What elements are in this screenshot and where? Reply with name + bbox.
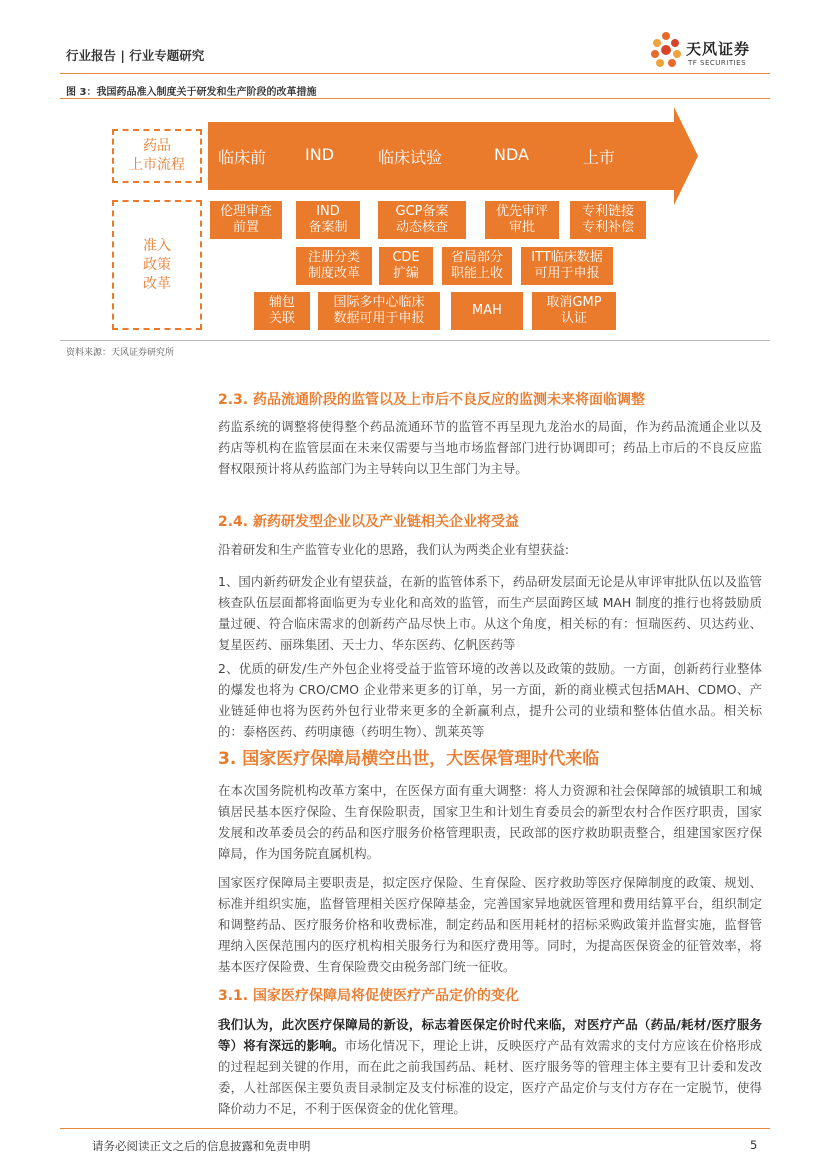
logo-name: 天风证券	[686, 40, 751, 58]
section-3-1-key-point: 我们认为，此次医疗保障局的新设，标志着医保定价时代来临，对医疗产品（药品/耗材/医疗服务等）将有深远的影响。	[218, 1017, 762, 1053]
section-3-1-title: 3.1. 国家医疗保障局将促使医疗产品定价的变化	[218, 988, 519, 1004]
row-label-flow: 药品 上市流程	[112, 129, 202, 183]
reform-registration-class: 注册分类 制度改革	[296, 247, 372, 285]
stage-nda: NDA	[494, 145, 529, 164]
stage-market: 上市	[583, 148, 616, 167]
section-2-4-point-1: 1、国内新药研发企业有望获益，在新的监管体系下，药品研发层面无论是从审评审批队伍以及监管核查队伍层面都将面临更为专业化和高效的监管，而生产层面跨区域 MAH 制度的推行也将鼓励质量过硬、符合临床需求的创新药产品尽快上市。从这个角度，相关标的有：恒瑞医药、贝达药业、复星医药、丽珠集团、天士力、华东医药、亿帆医药等	[218, 574, 762, 652]
reform-mrct-data: 国际多中心临床 数据可用于申报	[318, 292, 440, 330]
footer-disclaimer: 请务必阅读正文之后的信息披露和免责申明	[92, 1139, 311, 1153]
reform-ethics-review: 伦理审查 前置	[210, 201, 282, 239]
figure-source: 资料来源：天风证券研究所	[66, 348, 175, 358]
reform-patent-linkage: 专利链接 专利补偿	[570, 201, 646, 239]
section-2-3-paragraph: 药监系统的调整将使得整个药品流通环节的监管不再呈现九龙治水的局面，作为药品流通企业以及药店等机构在监管层面在未来仅需要与当地市场监督部门进行协调即可；药品上市后的不良反应监督权限预计将从药监部门为主导转向以卫生部门为主导。	[218, 419, 762, 476]
row-label-policy: 准入 政策 改革	[112, 200, 202, 330]
section-3-paragraph-1: 在本次国务院机构改革方案中，在医保方面有重大调整：将人力资源和社会保障部的城镇职工和城镇居民基本医疗保险、生育保险职责，国家卫生和计划生育委员会的新型农村合作医疗职责，国家发展和改革委员会的药品和医疗服务价格管理职责，民政部的医疗救助职责整合，组建国家医疗保障局，作为国务院直属机构。	[218, 783, 762, 861]
caption-rule	[60, 98, 770, 99]
reform-cancel-gmp: 取消GMP 认证	[532, 292, 616, 330]
logo-subtitle: TF SECURITIES	[688, 59, 747, 67]
section-2-4-point-2: 2、优质的研发/生产外包企业将受益于监管环境的改善以及政策的鼓励。一方面，创新药行业整体的爆发也将为 CRO/CMO 企业带来更多的订单，另一方面，新的商业模式包括MAH、CDMO、产业链延伸也将为医药外包行业带来更多的全新赢利点，提升公司的业绩和整体估值水品。相关标的：泰格医药、药明康德（药明生物）、凯莱英等	[218, 661, 762, 739]
reform-priority-review: 优先审评 审批	[485, 201, 559, 239]
page-number: 5	[750, 1138, 758, 1152]
reform-mah: MAH	[451, 292, 523, 330]
logo-icon	[648, 30, 684, 74]
reform-iit-data: ITT临床数据 可用于申报	[521, 247, 613, 285]
reform-cde-expansion: CDE 扩编	[379, 247, 433, 285]
reform-excipient-linkage: 辅包 关联	[254, 292, 310, 330]
reform-gcp-filing: GCP备案 动态核查	[378, 201, 466, 239]
header-rule	[60, 73, 770, 74]
section-2-4-intro: 沿着研发和生产监管专业化的思路，我们认为两类企业有望获益:	[218, 542, 570, 557]
stage-clinical-trial: 临床试验	[378, 148, 443, 167]
section-2-4-title: 2.4. 新药研发型企业以及产业链相关企业将受益	[218, 514, 519, 530]
reform-provincial-functions: 省局部分 职能上收	[442, 247, 512, 285]
section-3-1-paragraph	[218, 1014, 762, 1119]
figure-caption: 图 3：我国药品准入制度关于研发和生产阶段的改革措施	[66, 87, 317, 98]
report-category: 行业报告 | 行业专题研究	[66, 48, 205, 63]
stage-ind: IND	[305, 145, 335, 164]
section-2-3-title: 2.3. 药品流通阶段的监管以及上市后不良反应的监测未来将面临调整	[218, 392, 645, 408]
section-3-paragraph-2: 国家医疗保障局主要职责是，拟定医疗保险、生育保险、医疗救助等医疗保障制度的政策、规划、标准并组织实施，监督管理相关医疗保障基金，完善国家异地就医管理和费用结算平台，组织制定和调整药品、医疗服务价格和收费标准，制定药品和医用耗材的招标采购政策并监督实施，监督管理纳入医保范围内的医疗机构相关服务行为和医疗费用等。同时，为提高医保资金的征管效率，将基本医疗保险费、生育保险费交由税务部门统一征收。	[218, 875, 762, 974]
reform-ind-filing: IND 备案制	[296, 201, 360, 239]
figure-rule	[60, 340, 770, 341]
logo	[648, 30, 768, 74]
section-3-title: 3. 国家医疗保障局横空出世，大医保管理时代来临	[218, 749, 600, 769]
stage-preclinical: 临床前	[218, 148, 267, 167]
footer-rule	[60, 1128, 770, 1129]
section-3-1-body: 市场化情况下，理论上讲，反映医疗产品有效需求的支付方应该在价格形成的过程起到关键的作用，而在此之前我国药品、耗材、医疗服务等的管理主体主要有卫计委和发改委，人社部医保主要负责目录制定及支付标准的设定，医疗产品定价与支付方存在一定脱节，使得降价动力不足，不利于医保资金的优化管理。	[218, 1038, 763, 1116]
